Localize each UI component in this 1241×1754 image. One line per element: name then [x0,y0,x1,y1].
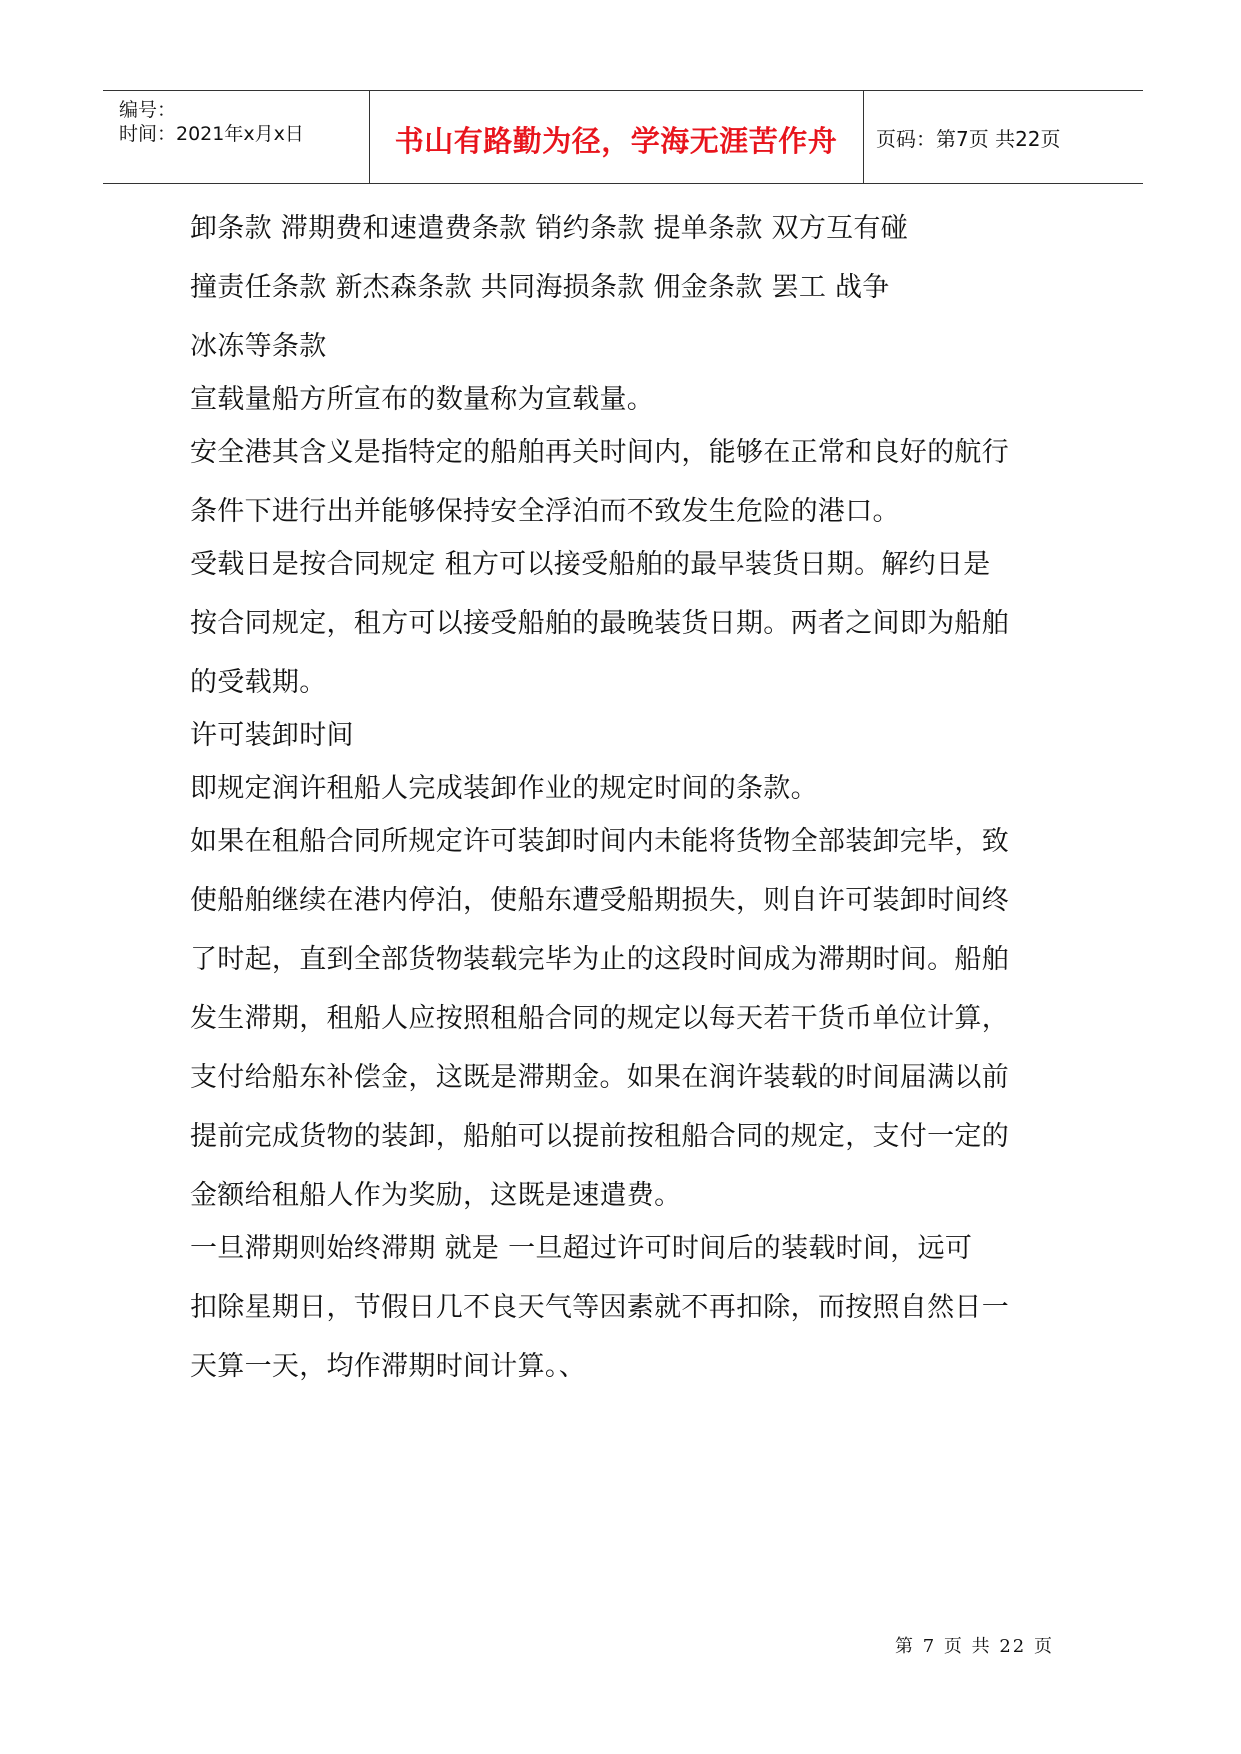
header-page-label: 页码：第7页 共22页 [876,127,1061,151]
body-line: 冰冻等条款 [190,331,327,362]
body-line: 使船舶继续在港内停泊，使船东遭受船期损失，则自许可装卸时间终 [190,885,1009,916]
body-line: 撞责任条款 新杰森条款 共同海损条款 佣金条款 罢工 战争 [190,272,890,303]
body-line: 宣载量船方所宣布的数量称为宣载量。 [190,384,655,415]
body-line: 安全港其含义是指特定的船舶再关时间内，能够在正常和良好的航行 [190,437,1009,468]
header-middle-cell [369,91,864,183]
body-line: 即规定润许租船人完成装卸作业的规定时间的条款。 [190,773,818,804]
header-motto: 书山有路勤为径，学海无涯苦作舟 [394,124,838,158]
body-line: 的受载期。 [190,667,327,698]
header-right-cell [864,91,1143,183]
header-left-cell [103,91,370,183]
body-line: 金额给租船人作为奖励，这既是速遣费。 [190,1180,682,1211]
body-line: 了时起，直到全部货物装载完毕为止的这段时间成为滞期时间。船舶 [190,944,1009,975]
body-line: 按合同规定，租方可以接受船舶的最晚装货日期。两者之间即为船舶 [190,608,1009,639]
body-line: 条件下进行出并能够保持安全浮泊而不致发生危险的港口。 [190,496,900,527]
page-footer: 第 7 页 共 22 页 [895,1636,1054,1657]
body-line: 如果在租船合同所规定许可装卸时间内未能将货物全部装卸完毕，致 [190,826,1009,857]
body-line: 卸条款 滞期费和速遣费条款 销约条款 提单条款 双方互有碰 [190,213,909,244]
body-line: 一旦滞期则始终滞期 就是 一旦超过许可时间后的装载时间，远可 [190,1233,973,1264]
body-line: 支付给船东补偿金，这既是滞期金。如果在润许装载的时间届满以前 [190,1062,1009,1093]
body-line: 许可装卸时间 [190,720,354,751]
body-line: 扣除星期日，节假日几不良天气等因素就不再扣除，而按照自然日一 [190,1292,1009,1323]
body-line: 发生滞期，租船人应按照租船合同的规定以每天若干货币单位计算， [190,1003,1009,1034]
page-header [103,90,1143,184]
document-number-label: 编号： [119,99,177,121]
body-line: 提前完成货物的装卸，船舶可以提前按租船合同的规定，支付一定的 [190,1121,1009,1152]
body-line: 天算一天，均作滞期时间计算。、 [190,1351,586,1382]
document-time-label: 时间：2021年x月x日 [119,123,304,145]
document-body [190,212,1060,1383]
body-line: 受载日是按合同规定 租方可以接受船舶的最早装货日期。解约日是 [190,549,991,580]
